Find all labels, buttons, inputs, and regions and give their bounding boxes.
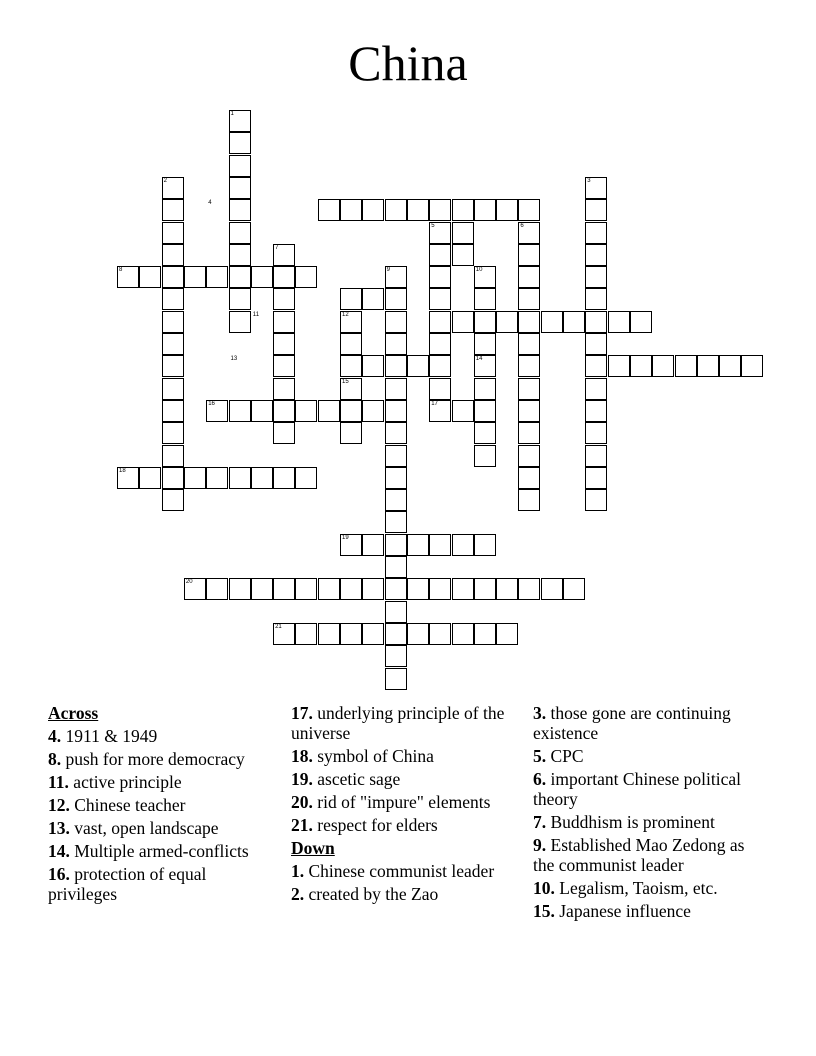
grid-cell[interactable] (251, 467, 273, 489)
grid-cell[interactable] (273, 378, 295, 400)
grid-cell[interactable] (229, 311, 251, 333)
grid-cell[interactable] (496, 311, 518, 333)
grid-cell[interactable] (563, 578, 585, 600)
grid-cell[interactable] (541, 311, 563, 333)
grid-cell[interactable] (474, 422, 496, 444)
grid-cell[interactable] (162, 355, 184, 377)
grid-cell[interactable] (229, 199, 251, 221)
grid-cell[interactable] (251, 400, 273, 422)
clue-num: 5. (533, 746, 547, 766)
grid-cell[interactable] (162, 422, 184, 444)
clue-num: 19. (291, 769, 313, 789)
clue-num: 3. (533, 703, 547, 723)
grid-cell[interactable] (162, 288, 184, 310)
grid-cell[interactable] (385, 623, 407, 645)
clue-number: 3 (587, 177, 591, 184)
grid-cell[interactable] (229, 467, 251, 489)
clue-item (48, 795, 278, 815)
clue-text: important Chinese political theory (533, 769, 742, 809)
clue-item (48, 749, 278, 769)
clue-num: 1. (291, 861, 305, 881)
grid-cell[interactable] (585, 199, 607, 221)
grid-cell[interactable] (429, 288, 451, 310)
clue-text: active principle (68, 772, 182, 792)
grid-cell[interactable] (295, 467, 317, 489)
grid-cell[interactable] (162, 266, 184, 288)
clue-text: symbol of China (312, 746, 434, 766)
grid-cell[interactable] (518, 355, 540, 377)
clue-num: 20. (291, 792, 313, 812)
grid-cell[interactable] (184, 266, 206, 288)
clue-number: 2 (163, 177, 167, 184)
grid-cell[interactable] (229, 155, 251, 177)
clue-number: 16 (208, 400, 215, 407)
grid-cell[interactable] (385, 445, 407, 467)
grid-cell[interactable] (385, 355, 407, 377)
grid-cell[interactable] (162, 467, 184, 489)
clue-text: those gone are continuing existence (533, 703, 731, 743)
grid-cell[interactable] (295, 623, 317, 645)
grid-cell[interactable] (340, 288, 362, 310)
clue-num: 2. (291, 884, 305, 904)
clue-number: 17 (431, 400, 438, 407)
grid-cell[interactable] (229, 244, 251, 266)
clue-number: 10 (475, 267, 483, 274)
clue-item (291, 703, 521, 743)
grid-cell[interactable] (362, 400, 384, 422)
grid-cell[interactable] (518, 244, 540, 266)
grid-cell[interactable] (585, 378, 607, 400)
grid-cell[interactable] (273, 333, 295, 355)
grid-cell[interactable] (229, 222, 251, 244)
down-heading: Down (291, 838, 335, 858)
grid-cell[interactable] (162, 378, 184, 400)
clue-text: push for more democracy (61, 749, 245, 769)
grid-cell[interactable] (652, 355, 674, 377)
clue-text: created by the Zao (304, 884, 439, 904)
grid-cell[interactable] (407, 578, 429, 600)
grid-cell[interactable] (585, 266, 607, 288)
grid-cell[interactable] (273, 311, 295, 333)
grid-cell[interactable] (362, 534, 384, 556)
grid-cell[interactable] (518, 288, 540, 310)
grid-cell[interactable] (340, 623, 362, 645)
grid-cell[interactable] (585, 422, 607, 444)
clue-num: 11. (48, 772, 69, 792)
clue-number: 8 (119, 267, 123, 274)
grid-cell[interactable] (362, 623, 384, 645)
clue-num: 21. (291, 815, 313, 835)
grid-cell[interactable] (162, 199, 184, 221)
grid-cell[interactable] (452, 400, 474, 422)
clue-text: underlying principle of the universe (291, 703, 505, 743)
grid-cell[interactable] (585, 333, 607, 355)
clue-text: respect for elders (312, 815, 438, 835)
clue-number: 15 (342, 378, 349, 385)
grid-cell[interactable] (429, 355, 451, 377)
grid-cell[interactable] (452, 222, 474, 244)
clue-num: 6. (533, 769, 547, 789)
grid-cell[interactable] (518, 489, 540, 511)
grid-cell[interactable] (251, 266, 273, 288)
grid-cell[interactable] (585, 244, 607, 266)
grid-cell[interactable] (496, 199, 518, 221)
grid-cell[interactable] (474, 534, 496, 556)
grid-cell[interactable] (385, 556, 407, 578)
grid-cell[interactable] (429, 266, 451, 288)
grid-cell[interactable] (407, 355, 429, 377)
clue-item (48, 726, 278, 746)
grid-cell[interactable] (429, 623, 451, 645)
grid-cell[interactable] (518, 199, 540, 221)
clue-item (533, 769, 763, 809)
grid-cell[interactable] (741, 355, 763, 377)
grid-cell[interactable] (630, 311, 652, 333)
grid-cell[interactable] (340, 355, 362, 377)
grid-cell[interactable] (318, 199, 340, 221)
clue-number: 6 (520, 222, 524, 229)
grid-cell[interactable] (162, 445, 184, 467)
grid-cell[interactable] (407, 199, 429, 221)
grid-cell[interactable] (385, 199, 407, 221)
clue-number: 5 (431, 222, 435, 229)
grid-cell[interactable] (229, 266, 251, 288)
grid-cell[interactable] (585, 467, 607, 489)
grid-cell[interactable] (206, 266, 228, 288)
grid-cell[interactable] (273, 578, 295, 600)
grid-cell[interactable] (385, 578, 407, 600)
grid-cell[interactable] (429, 578, 451, 600)
clue-text: rid of "impure" elements (312, 792, 491, 812)
grid-cell[interactable] (385, 467, 407, 489)
clue-number: 21 (275, 623, 282, 630)
clue-num: 9. (533, 835, 547, 855)
grid-cell[interactable] (340, 578, 362, 600)
grid-cell[interactable] (184, 467, 206, 489)
clue-text: Chinese teacher (69, 795, 186, 815)
grid-cell[interactable] (206, 578, 228, 600)
grid-cell[interactable] (429, 244, 451, 266)
clue-item (533, 812, 763, 832)
across-heading: Across (48, 703, 99, 723)
clue-number: 4 (208, 200, 212, 207)
grid-cell[interactable] (518, 445, 540, 467)
grid-cell[interactable] (429, 333, 451, 355)
grid-cell[interactable] (429, 199, 451, 221)
grid-cell[interactable] (474, 333, 496, 355)
grid-cell[interactable] (585, 445, 607, 467)
clue-text: 1911 & 1949 (61, 726, 158, 746)
grid-cell[interactable] (518, 333, 540, 355)
grid-cell[interactable] (229, 177, 251, 199)
grid-cell[interactable] (474, 288, 496, 310)
grid-cell[interactable] (541, 578, 563, 600)
grid-cell[interactable] (518, 578, 540, 600)
clue-num: 10. (533, 878, 555, 898)
clue-item (291, 815, 521, 835)
grid-cell[interactable] (518, 422, 540, 444)
grid-cell[interactable] (474, 311, 496, 333)
clue-number: 7 (275, 244, 279, 251)
clue-item (291, 792, 521, 812)
grid-cell[interactable] (429, 378, 451, 400)
clue-number: 9 (386, 267, 390, 274)
clue-item (291, 746, 521, 766)
grid-cell[interactable] (295, 266, 317, 288)
grid-cell[interactable] (608, 355, 630, 377)
grid-cell[interactable] (452, 578, 474, 600)
clue-item (533, 901, 763, 921)
grid-cell[interactable] (385, 489, 407, 511)
clue-text: Legalism, Taoism, etc. (554, 878, 718, 898)
grid-cell[interactable] (340, 333, 362, 355)
clue-number: 14 (475, 356, 483, 363)
grid-cell[interactable] (162, 311, 184, 333)
grid-cell[interactable] (385, 288, 407, 310)
clue-text: CPC (546, 746, 584, 766)
grid-cell[interactable] (385, 311, 407, 333)
clue-text: Japanese influence (554, 901, 691, 921)
clue-number: 18 (119, 467, 126, 474)
clue-num: 15. (533, 901, 555, 921)
clue-item (533, 746, 763, 766)
grid-cell[interactable] (474, 199, 496, 221)
clue-text: protection of equal privileges (48, 864, 207, 904)
grid-cell[interactable] (362, 355, 384, 377)
grid-cell[interactable] (474, 578, 496, 600)
grid-cell[interactable] (697, 355, 719, 377)
clue-item (48, 864, 278, 904)
grid-cell[interactable] (675, 355, 697, 377)
grid-cell[interactable] (273, 288, 295, 310)
clues-column-2 (291, 703, 521, 907)
clue-text: Multiple armed-conflicts (69, 841, 249, 861)
clue-item (291, 884, 521, 904)
grid-cell[interactable] (273, 422, 295, 444)
grid-cell[interactable] (585, 489, 607, 511)
grid-cell[interactable] (585, 400, 607, 422)
grid-cell[interactable] (318, 400, 340, 422)
grid-cell[interactable] (474, 400, 496, 422)
grid-cell[interactable] (518, 266, 540, 288)
clue-number: 13 (230, 356, 238, 363)
grid-cell[interactable] (273, 266, 295, 288)
grid-cell[interactable] (585, 311, 607, 333)
grid-cell[interactable] (474, 378, 496, 400)
clue-item (291, 861, 521, 881)
grid-cell[interactable] (429, 311, 451, 333)
clue-item (48, 772, 278, 792)
clue-num: 16. (48, 864, 70, 884)
grid-cell[interactable] (273, 355, 295, 377)
clue-num: 7. (533, 812, 547, 832)
clue-num: 8. (48, 749, 62, 769)
clue-num: 17. (291, 703, 313, 723)
grid-cell[interactable] (385, 534, 407, 556)
grid-cell[interactable] (407, 534, 429, 556)
clues-column-1 (48, 703, 278, 907)
grid-cell[interactable] (630, 355, 652, 377)
grid-cell[interactable] (385, 422, 407, 444)
grid-cell[interactable] (251, 578, 273, 600)
grid-cell[interactable] (585, 288, 607, 310)
grid-cell[interactable] (340, 400, 362, 422)
grid-cell[interactable] (229, 400, 251, 422)
grid-cell[interactable] (162, 222, 184, 244)
grid-cell[interactable] (340, 199, 362, 221)
page-title: China (348, 35, 468, 91)
grid-cell[interactable] (518, 378, 540, 400)
grid-cell[interactable] (162, 244, 184, 266)
grid-cell[interactable] (518, 400, 540, 422)
clue-num: 4. (48, 726, 62, 746)
grid-cell[interactable] (429, 534, 451, 556)
grid-cell[interactable] (318, 623, 340, 645)
clue-number: 12 (342, 311, 349, 318)
grid-cell[interactable] (452, 199, 474, 221)
clue-num: 12. (48, 795, 70, 815)
clue-number: 11 (252, 311, 260, 318)
clue-text: Buddhism is prominent (546, 812, 715, 832)
grid-cell[interactable] (139, 266, 161, 288)
clue-num: 18. (291, 746, 313, 766)
grid-cell[interactable] (229, 288, 251, 310)
grid-cell[interactable] (385, 645, 407, 667)
grid-cell[interactable] (362, 199, 384, 221)
grid-cell[interactable] (496, 578, 518, 600)
clue-text: Chinese communist leader (304, 861, 495, 881)
grid-cell[interactable] (452, 534, 474, 556)
clue-number: 19 (342, 534, 349, 541)
clue-number: 20 (185, 579, 193, 586)
grid-cell[interactable] (385, 333, 407, 355)
grid-cell[interactable] (474, 623, 496, 645)
grid-cell[interactable] (295, 578, 317, 600)
grid-cell[interactable] (362, 288, 384, 310)
grid-cell[interactable] (206, 467, 228, 489)
grid-cell[interactable] (407, 623, 429, 645)
clue-item (533, 835, 763, 875)
clue-text: vast, open landscape (69, 818, 219, 838)
clue-text: Established Mao Zedong as the communist leader (533, 835, 745, 875)
grid-cell[interactable] (496, 623, 518, 645)
grid-cell[interactable] (719, 355, 741, 377)
grid-cell[interactable] (585, 355, 607, 377)
grid-cell[interactable] (362, 578, 384, 600)
clue-item (48, 818, 278, 838)
grid-cell[interactable] (385, 601, 407, 623)
grid-cell[interactable] (474, 445, 496, 467)
grid-cell[interactable] (229, 132, 251, 154)
grid-cell[interactable] (452, 311, 474, 333)
clue-number: 1 (230, 111, 234, 117)
grid-cell[interactable] (139, 467, 161, 489)
clue-num: 14. (48, 841, 70, 861)
grid-cell[interactable] (273, 467, 295, 489)
clue-item (533, 878, 763, 898)
grid-cell[interactable] (585, 222, 607, 244)
grid-cell[interactable] (318, 578, 340, 600)
grid-cell[interactable] (518, 467, 540, 489)
grid-cell[interactable] (385, 668, 407, 690)
clue-item (291, 769, 521, 789)
clue-num: 13. (48, 818, 70, 838)
grid-cell[interactable] (452, 244, 474, 266)
grid-cell[interactable] (608, 311, 630, 333)
clue-item (48, 841, 278, 861)
grid-cell[interactable] (162, 489, 184, 511)
grid-cell[interactable] (518, 311, 540, 333)
clue-item (533, 703, 763, 743)
grid-cell[interactable] (340, 422, 362, 444)
grid-cell[interactable] (385, 511, 407, 533)
grid-cell[interactable] (273, 400, 295, 422)
grid-cell[interactable] (452, 623, 474, 645)
grid-cell[interactable] (295, 400, 317, 422)
clues-column-3 (533, 703, 763, 924)
grid-cell[interactable] (563, 311, 585, 333)
grid-cell[interactable] (385, 400, 407, 422)
grid-cell[interactable] (385, 378, 407, 400)
grid-cell[interactable] (229, 578, 251, 600)
grid-cell[interactable] (162, 400, 184, 422)
clue-text: ascetic sage (312, 769, 401, 789)
grid-cell[interactable] (162, 333, 184, 355)
